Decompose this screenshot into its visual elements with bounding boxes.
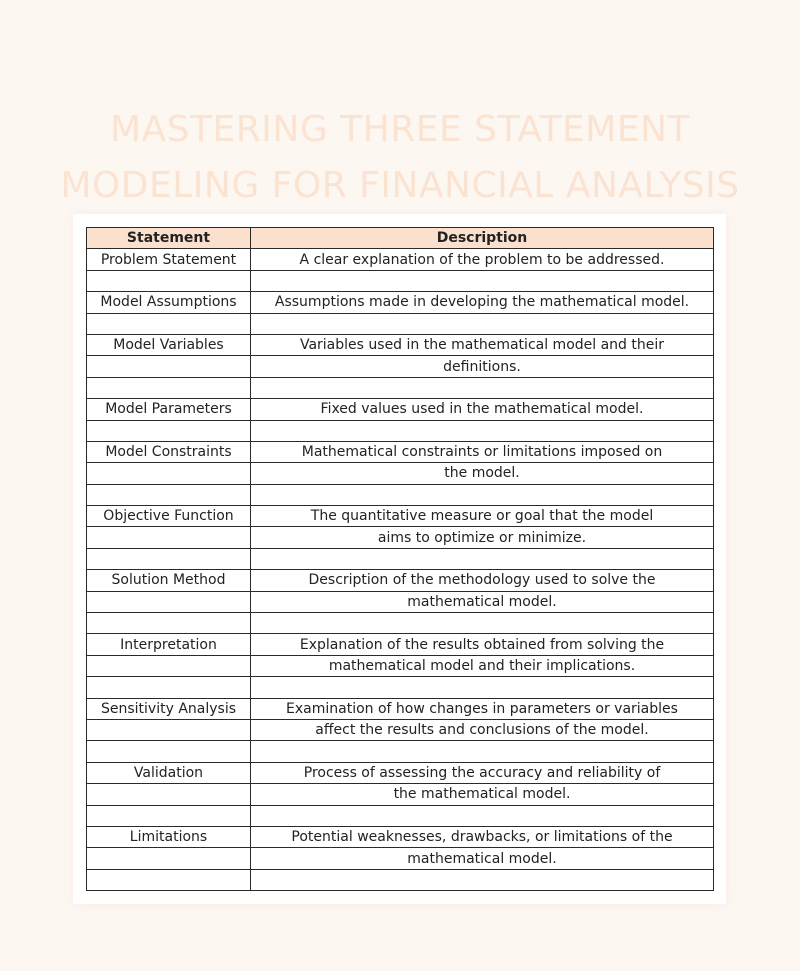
statement-cell: Model Parameters <box>87 399 251 420</box>
table-row <box>87 292 714 313</box>
statement-cell: Interpretation <box>87 634 251 655</box>
table-row <box>87 869 714 890</box>
statement-cell <box>87 869 251 890</box>
statement-cell: Solution Method <box>87 570 251 591</box>
table-row <box>87 805 714 826</box>
table-row <box>87 613 714 634</box>
description-cell: Mathematical constraints or limitations imposed on <box>251 441 714 462</box>
description-cell <box>251 805 714 826</box>
description-cell <box>251 313 714 334</box>
statement-cell <box>87 463 251 484</box>
table-header-row <box>87 228 714 249</box>
table-row <box>87 655 714 676</box>
description-cell: definitions. <box>251 356 714 377</box>
statement-cell <box>87 591 251 612</box>
statement-cell <box>87 677 251 698</box>
description-cell: aims to optimize or minimize. <box>251 527 714 548</box>
table-row <box>87 334 714 355</box>
description-cell <box>251 270 714 291</box>
statement-cell: Validation <box>87 762 251 783</box>
table-row <box>87 548 714 569</box>
description-cell <box>251 484 714 505</box>
statement-cell <box>87 655 251 676</box>
table-row <box>87 420 714 441</box>
table-row <box>87 591 714 612</box>
description-cell: Description of the methodology used to solve the <box>251 570 714 591</box>
statement-table <box>86 227 714 891</box>
description-cell <box>251 548 714 569</box>
statement-cell <box>87 548 251 569</box>
description-cell <box>251 869 714 890</box>
table-row <box>87 762 714 783</box>
column-header-description: Description <box>251 228 714 249</box>
table-row <box>87 313 714 334</box>
table-row <box>87 527 714 548</box>
table-body <box>87 249 714 891</box>
statement-cell <box>87 741 251 762</box>
statement-cell <box>87 784 251 805</box>
table-row <box>87 356 714 377</box>
table-row <box>87 784 714 805</box>
table-row <box>87 484 714 505</box>
statement-cell <box>87 719 251 740</box>
description-cell: the mathematical model. <box>251 784 714 805</box>
statement-cell <box>87 356 251 377</box>
page-title-line-2: MODELING FOR FINANCIAL ANALYSIS <box>60 165 740 207</box>
description-cell: Assumptions made in developing the mathematical model. <box>251 292 714 313</box>
statement-cell: Model Constraints <box>87 441 251 462</box>
statement-cell <box>87 313 251 334</box>
description-cell: mathematical model and their implications. <box>251 655 714 676</box>
description-cell: Potential weaknesses, drawbacks, or limitations of the <box>251 826 714 847</box>
page-title-line-1: MASTERING THREE STATEMENT <box>109 109 691 151</box>
description-cell: the model. <box>251 463 714 484</box>
table-row <box>87 570 714 591</box>
description-cell: Examination of how changes in parameters or variables <box>251 698 714 719</box>
description-cell <box>251 613 714 634</box>
statement-cell <box>87 484 251 505</box>
description-cell: affect the results and conclusions of the model. <box>251 719 714 740</box>
statement-cell: Objective Function <box>87 506 251 527</box>
column-header-statement: Statement <box>87 228 251 249</box>
description-cell: Explanation of the results obtained from solving the <box>251 634 714 655</box>
description-cell: A clear explanation of the problem to be addressed. <box>251 249 714 270</box>
table-row <box>87 377 714 398</box>
statement-cell: Model Variables <box>87 334 251 355</box>
document-sheet <box>73 214 726 904</box>
statement-cell <box>87 420 251 441</box>
statement-cell: Sensitivity Analysis <box>87 698 251 719</box>
table-row <box>87 441 714 462</box>
table-row <box>87 677 714 698</box>
statement-cell <box>87 805 251 826</box>
description-cell: The quantitative measure or goal that the model <box>251 506 714 527</box>
statement-cell <box>87 377 251 398</box>
description-cell: mathematical model. <box>251 848 714 869</box>
table-row <box>87 249 714 270</box>
statement-cell: Model Assumptions <box>87 292 251 313</box>
description-cell: Process of assessing the accuracy and reliability of <box>251 762 714 783</box>
table-row <box>87 399 714 420</box>
statement-cell: Limitations <box>87 826 251 847</box>
description-cell <box>251 677 714 698</box>
description-cell <box>251 741 714 762</box>
description-cell: mathematical model. <box>251 591 714 612</box>
table-row <box>87 719 714 740</box>
statement-cell: Problem Statement <box>87 249 251 270</box>
statement-cell <box>87 613 251 634</box>
table-row <box>87 463 714 484</box>
table-row <box>87 826 714 847</box>
statement-cell <box>87 270 251 291</box>
table-row <box>87 634 714 655</box>
description-cell: Fixed values used in the mathematical model. <box>251 399 714 420</box>
statement-cell <box>87 848 251 869</box>
table-row <box>87 270 714 291</box>
table-row <box>87 698 714 719</box>
description-cell <box>251 420 714 441</box>
table-row <box>87 848 714 869</box>
description-cell: Variables used in the mathematical model and their <box>251 334 714 355</box>
description-cell <box>251 377 714 398</box>
table-row <box>87 506 714 527</box>
statement-cell <box>87 527 251 548</box>
page-title <box>0 102 800 214</box>
table-row <box>87 741 714 762</box>
